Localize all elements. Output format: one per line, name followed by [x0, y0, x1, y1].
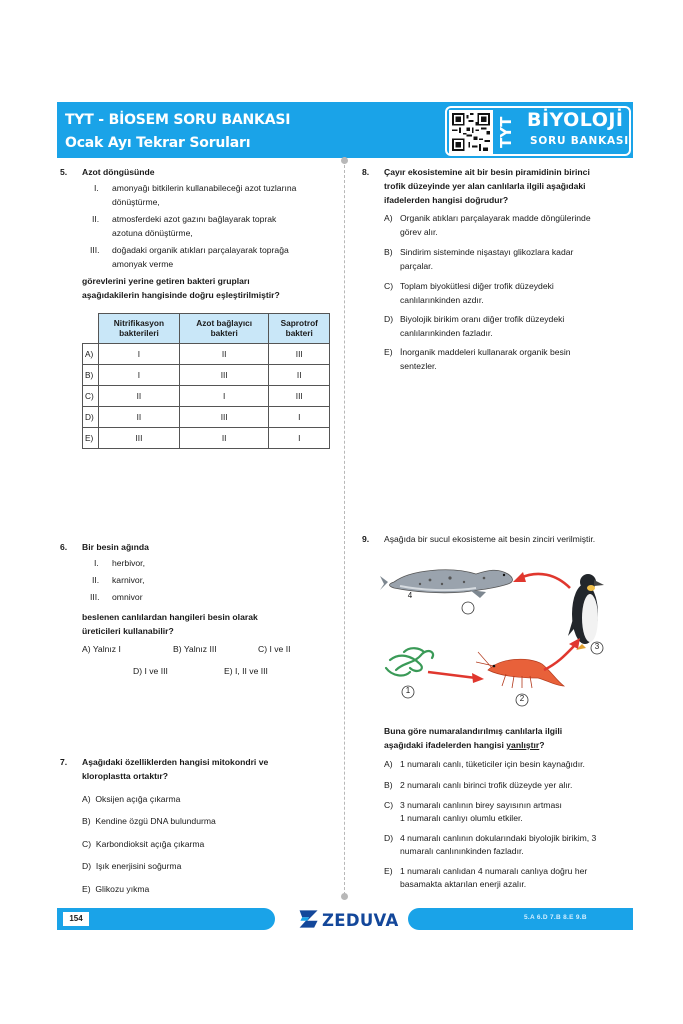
- q8-option-a-label[interactable]: A): [384, 213, 393, 223]
- q6-item-text: herbivor,: [112, 558, 145, 568]
- table-cell: III: [269, 344, 330, 365]
- option-label[interactable]: B): [83, 365, 99, 386]
- q7-stem: Aşağıdaki özelliklerden hangisi mitokondri ve: [82, 757, 269, 767]
- q8-number: 8.: [362, 167, 370, 177]
- q7-option-e[interactable]: E) Glikozu yıkma: [82, 884, 150, 894]
- q7-option-d[interactable]: D) Işık enerjisini soğurma: [82, 861, 182, 871]
- seal-illustration: [380, 570, 513, 598]
- q8-option-c-text[interactable]: canlılarınkinden azdır.: [400, 295, 484, 305]
- table-header-row: [83, 314, 330, 344]
- q9-option-c-label[interactable]: C): [384, 800, 394, 810]
- table-cell: III: [179, 407, 269, 428]
- q6-number: 6.: [60, 542, 68, 552]
- zeduva-logo-icon: [297, 907, 321, 931]
- krill-illustration: [476, 652, 564, 688]
- q6-option-b[interactable]: B) Yalnız III: [173, 644, 217, 654]
- q6-stem: Bir besin ağında: [82, 542, 149, 552]
- table-row[interactable]: [83, 344, 330, 365]
- q8-option-a-text[interactable]: görev alır.: [400, 227, 438, 237]
- table-cell: I: [269, 428, 330, 449]
- table-cell: II: [179, 344, 269, 365]
- table-cell: II: [269, 365, 330, 386]
- page-number: 154: [63, 912, 89, 926]
- footer-bar-right: [408, 908, 633, 930]
- table-cell: III: [179, 365, 269, 386]
- q9-option-b-label[interactable]: B): [384, 780, 393, 790]
- q5-question: aşağıdakilerin hangisinde doğru eşleştirilmiştir?: [82, 290, 280, 300]
- brand-subtitle: SORU BANKASI: [530, 135, 630, 147]
- figure-label-4: 4: [407, 591, 413, 600]
- q8-option-c-text[interactable]: Toplam biyokütlesi diğer trofik düzeydeki: [400, 281, 554, 291]
- q6-item-roman: III.: [90, 592, 100, 602]
- q9-option-e-text[interactable]: 1 numaralı canlıdan 4 numaralı canlıya doğru her: [400, 866, 588, 876]
- q7-option-b[interactable]: B) Kendine özgü DNA bulundurma: [82, 816, 216, 826]
- q6-item-text: omnivor: [112, 592, 143, 602]
- q6-option-c[interactable]: C) I ve II: [258, 644, 291, 654]
- q9-option-a-text[interactable]: 1 numaralı canlı, tüketiciler için besin kaynağıdır.: [400, 759, 585, 769]
- table-corner: [83, 314, 99, 344]
- q5-item-roman: II.: [92, 214, 100, 224]
- table-cell: I: [99, 365, 180, 386]
- footer-logo-text: ZEDUVA: [322, 911, 399, 930]
- q5-item-roman: I.: [94, 183, 99, 193]
- option-label[interactable]: A): [83, 344, 99, 365]
- q8-option-e-text[interactable]: İnorganik maddeleri kullanarak organik besin: [400, 347, 571, 357]
- q5-item-roman: III.: [90, 245, 100, 255]
- figure-label-3: 3: [594, 642, 600, 651]
- table-row[interactable]: [83, 407, 330, 428]
- q9-question: aşağıdaki ifadelerden hangisi yanlıştır?: [384, 740, 545, 750]
- divider-dot-top: [341, 157, 348, 164]
- q9-option-c-text[interactable]: 1 numaralı canlıyı olumlu etkiler.: [400, 813, 523, 823]
- qr-code-icon[interactable]: [449, 110, 493, 154]
- table-header-cell: Saprotrof bakteri: [269, 314, 330, 344]
- table-cell: II: [99, 407, 180, 428]
- q6-item-text: karnivor,: [112, 575, 145, 585]
- table-cell: I: [179, 386, 269, 407]
- q5-number: 5.: [60, 167, 68, 177]
- table-header-cell: Azot bağlayıcı bakteri: [179, 314, 269, 344]
- q6-question: üreticileri kullanabilir?: [82, 626, 174, 636]
- header-title: TYT - BİOSEM SORU BANKASI: [65, 112, 291, 128]
- q9-stem: Aşağıda bir sucul ekosisteme ait besin zinciri verilmiştir.: [384, 534, 596, 544]
- q8-option-c-label[interactable]: C): [384, 281, 394, 291]
- q8-option-b-text[interactable]: Sindirim sisteminde nişastayı glikozlara kadar: [400, 247, 574, 257]
- answer-key: 5.A 6.D 7.B 8.E 9.B: [524, 914, 587, 921]
- q9-option-a-label[interactable]: A): [384, 759, 393, 769]
- q6-option-d[interactable]: D) I ve III: [133, 666, 168, 676]
- q7-stem: kloroplastta ortaktır?: [82, 771, 168, 781]
- table-cell: III: [99, 428, 180, 449]
- q5-item-text: amonyağı bitkilerin kullanabileceği azot tuzlarına: [112, 183, 297, 193]
- header-subtitle: Ocak Ayı Tekrar Soruları: [65, 135, 251, 151]
- q8-option-d-text[interactable]: Biyolojik birikim oranı diğer trofik düzeydeki: [400, 314, 565, 324]
- divider-dot-bottom: [341, 893, 348, 900]
- q8-option-b-text[interactable]: parçalar.: [400, 261, 433, 271]
- option-label[interactable]: E): [83, 428, 99, 449]
- q7-option-a[interactable]: A) Oksijen açığa çıkarma: [82, 794, 181, 804]
- penguin-illustration: [568, 574, 604, 650]
- q9-option-d-text[interactable]: 4 numaralı canlının dokularındaki biyolojik birikim, 3: [400, 833, 597, 843]
- table-cell: III: [269, 386, 330, 407]
- q5-item-text: atmosferdeki azot gazını bağlayarak toprak: [112, 214, 277, 224]
- figure-label-2: 2: [519, 694, 525, 703]
- brand-tyt-vertical: TYT: [497, 116, 515, 148]
- table-row[interactable]: [83, 386, 330, 407]
- table-row[interactable]: [83, 365, 330, 386]
- q8-option-d-label[interactable]: D): [384, 314, 394, 324]
- q6-question: beslenen canlılardan hangileri besin olarak: [82, 612, 258, 622]
- q8-option-d-text[interactable]: canlılarınkinden fazladır.: [400, 328, 493, 338]
- q9-option-e-text[interactable]: basamakta aktarılan enerji azalır.: [400, 879, 527, 889]
- q9-emphasis: yanlıştır: [506, 740, 540, 750]
- q8-stem: Çayır ekosistemine ait bir besin piramidinin birinci: [384, 167, 590, 177]
- option-label[interactable]: D): [83, 407, 99, 428]
- brand-title: BİYOLOJİ: [527, 109, 624, 131]
- q6-item-roman: II.: [92, 575, 100, 585]
- food-chain-figure: [380, 552, 630, 712]
- table-header-cell: Nitrifikasyon bakterileri: [99, 314, 180, 344]
- q9-option-d-text[interactable]: numaralı canlınınkinden fazladır.: [400, 846, 524, 856]
- q5-item-text: azotuna dönüştürme,: [112, 228, 193, 238]
- q9-option-d-label[interactable]: D): [384, 833, 394, 843]
- figure-label-1: 1: [405, 686, 411, 695]
- q7-option-c[interactable]: C) Karbondioksit açığa çıkarma: [82, 839, 205, 849]
- q5-answer-table: [82, 313, 330, 449]
- q5-item-text: amonyak verme: [112, 259, 174, 269]
- table-cell: I: [99, 344, 180, 365]
- q6-item-roman: I.: [94, 558, 99, 568]
- q8-stem: trofik düzeyinde yer alan canlılarla ilgili aşağıdaki: [384, 181, 586, 191]
- q8-option-e-label[interactable]: E): [384, 347, 393, 357]
- q5-item-text: dönüştürme,: [112, 197, 160, 207]
- q5-stem: Azot döngüsünde: [82, 167, 155, 177]
- q6-option-e[interactable]: E) I, II ve III: [224, 666, 268, 676]
- option-label[interactable]: C): [83, 386, 99, 407]
- q9-question: Buna göre numaralandırılmış canlılarla ilgili: [384, 726, 563, 736]
- table-cell: II: [179, 428, 269, 449]
- q8-option-e-text[interactable]: sentezler.: [400, 361, 437, 371]
- q9-option-e-label[interactable]: E): [384, 866, 393, 876]
- q8-stem: ifadelerden hangisi doğrudur?: [384, 195, 509, 205]
- q7-number: 7.: [60, 757, 68, 767]
- column-divider: [344, 160, 345, 895]
- q5-question: görevlerini yerine getiren bakteri grupları: [82, 276, 250, 286]
- q5-item-text: doğadaki organik atıkları parçalayarak toprağa: [112, 245, 289, 255]
- q8-option-b-label[interactable]: B): [384, 247, 393, 257]
- table-row[interactable]: [83, 428, 330, 449]
- q9-number: 9.: [362, 534, 370, 544]
- q6-option-a[interactable]: A) Yalnız I: [82, 644, 121, 654]
- q8-option-a-text[interactable]: Organik atıkları parçalayarak madde döngülerinde: [400, 213, 591, 223]
- table-cell: I: [269, 407, 330, 428]
- q9-option-b-text[interactable]: 2 numaralı canlı birinci trofik düzeyde yer alır.: [400, 780, 573, 790]
- footer-bar-left: [57, 908, 275, 930]
- header-banner: [57, 102, 633, 158]
- table-cell: II: [99, 386, 180, 407]
- q9-option-c-text[interactable]: 3 numaralı canlının birey sayısının artması: [400, 800, 562, 810]
- algae-illustration: [386, 648, 433, 675]
